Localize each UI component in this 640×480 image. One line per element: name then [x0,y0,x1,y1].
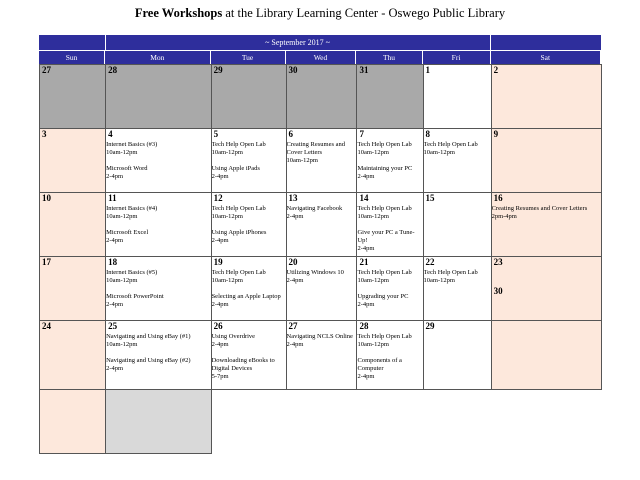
page-title-bold: Free Workshops [134,6,223,20]
event-list [212,141,286,189]
day-cell[interactable] [423,320,492,390]
event-item[interactable]: Using Apple iPhones 2-4pm [211,229,267,244]
day-number: 22 [425,257,435,267]
day-number: 2 [493,65,499,75]
weekday-fri: Fri [423,51,491,64]
day-number: 11 [108,193,117,203]
day-cell[interactable] [105,389,212,454]
weekday-header-row [39,50,601,64]
event-item[interactable]: Using Overdrive 2-4pm [211,333,256,348]
event-list [106,205,211,253]
day-number: 19 [213,257,223,267]
day-cell[interactable] [356,192,423,257]
month-label: ~ September 2017 ~ [265,38,330,47]
event-item[interactable]: Navigating NCLS Online 2-4pm [286,333,353,348]
day-cell[interactable] [105,192,212,257]
week-row [39,192,601,256]
day-number: 27 [288,321,298,331]
event-item[interactable]: Tech Help Open Lab 10am-12pm [357,141,412,156]
day-number: 5 [213,129,219,139]
event-item[interactable]: Creating Resumes and Cover Letters 10am-12pm [286,141,345,164]
weekday-wed: Wed [286,51,357,64]
day-cell[interactable] [356,128,423,193]
event-item[interactable]: Microsoft PowerPoint 2-4pm [106,293,164,308]
day-cell[interactable] [423,64,492,129]
day-cell [357,389,424,454]
page-title-rest: at the Library Learning Center - Oswego Public Library [222,6,506,20]
event-list [357,333,422,389]
day-cell[interactable] [423,192,492,257]
day-cell [211,389,287,454]
day-number: 4 [108,129,113,139]
day-cell[interactable] [211,256,287,321]
day-number: 18 [108,257,118,267]
day-number: 24 [42,321,51,331]
day-number: 15 [425,193,435,203]
day-cell[interactable] [39,128,106,193]
event-item[interactable]: Navigating and Using eBay (#1) 10am-12pm [106,333,191,348]
event-item[interactable]: Utilizing Windows 10 2-4pm [286,269,344,284]
day-number: 16 [493,193,503,203]
event-item[interactable]: Tech Help Open Lab 10am-12pm [423,269,478,284]
event-item[interactable]: Using Apple iPads 2-4pm [211,165,260,180]
weekday-sat: Sat [491,51,601,64]
event-item[interactable]: Tech Help Open Lab 10am-12pm [211,141,266,156]
day-cell[interactable] [105,128,212,193]
weekday-sun: Sun [39,51,105,64]
day-number: 27 [42,65,51,75]
day-cell[interactable] [286,320,358,390]
event-list [492,205,601,229]
event-item[interactable]: Tech Help Open Lab 10am-12pm [211,205,266,220]
event-item[interactable]: Components of a Computer 2-4pm [357,357,402,380]
day-cell[interactable] [356,256,423,321]
day-cell[interactable] [491,192,602,257]
event-list [287,141,357,173]
event-item[interactable]: Upgrading your PC 2-4pm [357,293,409,308]
day-number: 1 [425,65,431,75]
day-cell[interactable] [286,192,358,257]
event-item[interactable]: Internet Basics (#4) 10am-12pm [106,205,158,220]
day-number: 30 [288,65,298,75]
day-cell[interactable] [39,320,106,390]
event-list [424,269,491,293]
calendar [39,35,601,453]
day-number: 26 [213,321,223,331]
event-list [357,141,422,189]
event-item[interactable]: Tech Help Open Lab 10am-12pm [423,141,478,156]
event-list [106,333,211,381]
week-row [39,389,601,453]
event-item[interactable]: Give your PC a Tune-Up! 2-4pm [357,229,415,252]
day-cell[interactable] [105,320,212,390]
event-list [212,205,286,253]
weekday-mon: Mon [105,51,211,64]
day-number: 14 [359,193,369,203]
day-cell[interactable] [39,192,106,257]
day-cell[interactable] [39,256,106,321]
day-cell[interactable] [105,64,212,129]
event-list [106,141,211,189]
event-item[interactable]: Tech Help Open Lab 10am-12pm [211,269,266,284]
day-number: 10 [42,193,51,203]
day-number: 31 [359,65,369,75]
event-list [424,141,491,165]
day-cell [286,389,358,454]
week-row [39,320,601,389]
day-cell[interactable] [491,128,602,193]
day-cell[interactable] [286,128,358,193]
week-row [39,64,601,128]
event-item[interactable]: Downloading eBooks to Digital Devices 5-7pm [211,357,275,380]
event-item[interactable]: Navigating Facebook 2-4pm [286,205,343,220]
day-number: 21 [359,257,369,267]
day-number: 6 [288,129,293,139]
event-item[interactable]: Navigating and Using eBay (#2) 2-4pm [106,357,191,372]
day-number: 28 [359,321,369,331]
event-item[interactable]: Internet Basics (#3) 10am-12pm [106,141,158,156]
day-cell[interactable] [356,64,423,129]
day-number: 25 [108,321,118,331]
event-item[interactable]: Selecting an Apple Laptop 2-4pm [211,293,281,308]
event-list [287,269,357,293]
day-cell[interactable] [491,320,602,390]
day-number: 29 [213,65,223,75]
week-row [39,128,601,192]
day-number: 28 [108,65,118,75]
day-number: 7 [359,129,364,139]
day-cell[interactable] [286,64,358,129]
event-item[interactable]: Creating Resumes and Cover Letters 2pm-4pm [491,205,588,220]
event-list [287,333,357,357]
day-cell [423,389,492,454]
day-cell[interactable] [211,320,287,390]
day-number: 30 [493,286,503,296]
event-list [357,269,422,317]
event-item[interactable]: Tech Help Open Lab 10am-12pm [357,333,412,348]
day-cell[interactable] [39,64,106,129]
day-cell[interactable] [491,64,602,129]
day-cell[interactable] [211,128,287,193]
day-number: 29 [425,321,435,331]
page-title [0,6,640,21]
event-list [287,205,357,229]
event-list [106,269,211,317]
weekday-thu: Thu [356,51,422,64]
day-cell[interactable] [105,256,212,321]
event-list [357,205,422,257]
day-number: 9 [493,129,499,139]
day-number: 23 [493,257,503,267]
day-cell[interactable] [39,389,106,454]
day-cell[interactable] [211,64,287,129]
day-cell[interactable] [423,256,492,321]
week-row [39,256,601,320]
event-item[interactable]: Internet Basics (#5) 10am-12pm [106,269,158,284]
event-item[interactable]: Maintaining your PC 2-4pm [357,165,413,180]
day-cell[interactable] [211,192,287,257]
day-cell[interactable] [356,320,423,390]
day-number: 8 [425,129,431,139]
day-cell [491,389,602,454]
day-number: 12 [213,193,223,203]
day-number: 20 [288,257,298,267]
month-header [39,35,601,50]
event-item[interactable]: Microsoft Word 2-4pm [106,165,148,180]
event-item[interactable]: Tech Help Open Lab 10am-12pm [357,205,412,220]
calendar-grid [39,64,601,453]
event-list [212,333,286,389]
event-list [212,269,286,317]
day-number: 13 [288,193,298,203]
day-cell[interactable] [286,256,358,321]
day-cell[interactable] [423,128,492,193]
day-cell[interactable] [491,256,602,321]
event-item[interactable]: Microsoft Excel 2-4pm [106,229,149,244]
day-number: 3 [42,129,47,139]
weekday-tue: Tue [211,51,286,64]
event-item[interactable]: Tech Help Open Lab 10am-12pm [357,269,412,284]
day-number: 17 [42,257,51,267]
